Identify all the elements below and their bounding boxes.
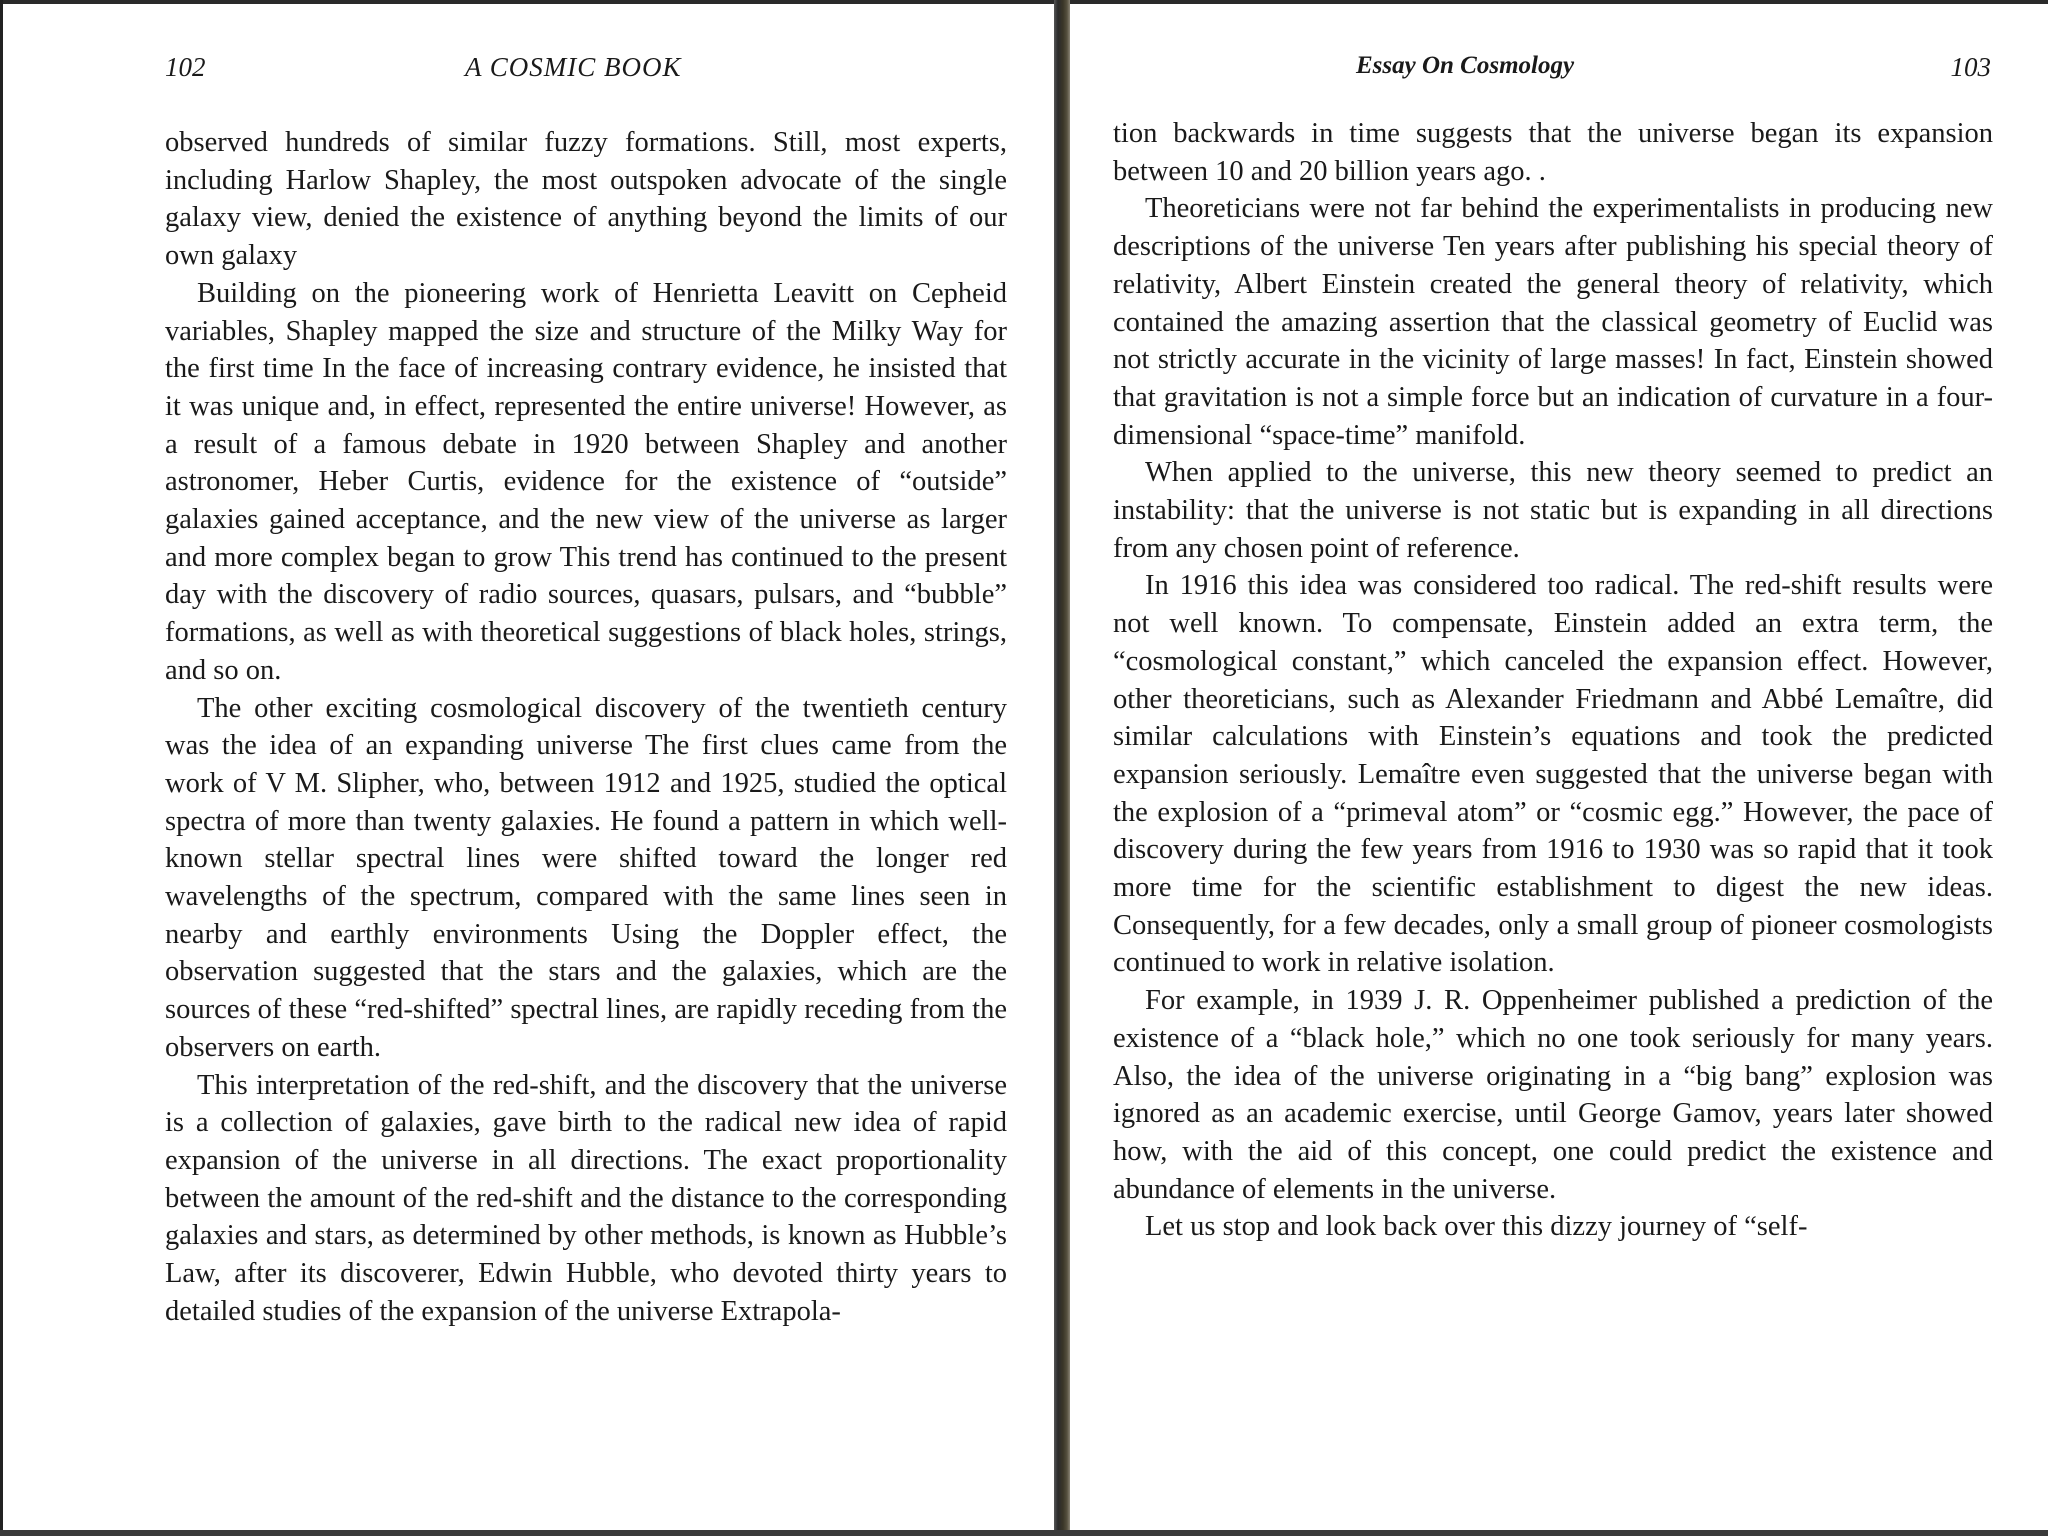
paragraph: When applied to the universe, this new theory seemed to predict an instability: that the universe is not static but is expanding in all directions from any chosen point of reference. (1113, 457, 1993, 564)
page-number: 102 (165, 52, 206, 82)
paragraph: Building on the pioneering work of Henrietta Leavitt on Cepheid variables, Shapley mapped the size and structure of the Milky Way for the first time In the face of increasing contrary evidence, he insisted that it was unique and, in effect, represented the entire universe! However, as a result of a famous debate in 1920 between Shapley and another astronomer, Heber Curtis, evidence for the existence of “outside” galaxies gained acceptance, and the new view of the universe as larger and more complex began to grow This trend has continued to the present day with the discovery of radio sources, quasars, pulsars, and “bubble” formations, as well as with theoretical suggestions of black holes, strings, and so on. (165, 277, 1007, 686)
running-head-title: Essay On Cosmology (1356, 52, 1575, 79)
right-page (1070, 0, 2048, 1536)
paragraph: tion backwards in time suggests that the universe began its expansion between 10 and 20 billion years ago. . (1113, 118, 1993, 187)
paragraph: observed hundreds of similar fuzzy formations. Still, most experts, including Harlow Shapley, the most outspoken advocate of the single galaxy view, denied the existence of anything beyond the limits of our own galaxy (165, 127, 1007, 272)
page-number: 103 (1950, 52, 1991, 82)
paragraph: This interpretation of the red-shift, and the discovery that the universe is a collection of galaxies, gave birth to the radical new idea of rapid expansion of the universe in all directions. The exact proportionality between the amount of the red-shift and the distance to the corresponding galaxies and stars, as determined by other methods, is known as Hubble’s Law, after its discoverer, Edwin Hubble, who devoted thirty years to detailed studies of the expansion of the universe Extrapola- (165, 1069, 1007, 1327)
right-body-text (1113, 115, 1993, 1246)
paragraph: For example, in 1939 J. R. Oppenheimer published a prediction of the existence of a “black hole,” which no one took seriously for many years. Also, the idea of the universe originating in a “big bang” explosion was ignored as an academic exercise, until George Gamov, years later showed how, with the aid of this concept, one could predict the existence and abundance of elements in the universe. (1113, 985, 1993, 1205)
paragraph: Let us stop and look back over this dizzy journey of “self- (1145, 1211, 1808, 1243)
right-running-head (1113, 52, 1991, 88)
left-body-text (165, 124, 1007, 1331)
book-gutter (1054, 0, 1070, 1536)
running-head-title: A COSMIC BOOK (465, 52, 682, 82)
left-running-head (165, 52, 1007, 88)
paragraph: The other exciting cosmological discovery of the twentieth century was the idea of an expanding universe The first clues came from the work of V M. Slipher, who, between 1912 and 1925, studied the optical spectra of more than twenty galaxies. He found a pattern in which well-known stellar spectral lines were shifted toward the longer red wavelengths of the spectrum, compared with the same lines seen in nearby and earthly environments Using the Doppler effect, the observation suggested that the stars and the galaxies, which are the sources of these “red-shifted” spectral lines, are rapidly receding from the observers on earth. (165, 692, 1007, 1063)
paragraph: In 1916 this idea was considered too radical. The red-shift results were not well known. To compensate, Einstein added an extra term, the “cosmological constant,” which canceled the expansion effect. However, other theoreticians, such as Alexander Friedmann and Abbé Lemaître, did similar calculations with Einstein’s equations and took the predicted expansion seriously. Lemaître even suggested that the universe began with the explosion of a “primeval atom” or “cosmic egg.” However, the pace of discovery during the few years from 1916 to 1930 was so rapid that it took more time for the scientific establishment to digest the new ideas. Consequently, for a few decades, only a small group of pioneer cosmologists continued to work in relative isolation. (1113, 570, 1993, 979)
scan-bottom-edge (0, 1530, 2048, 1536)
paragraph: Theoreticians were not far behind the experimentalists in producing new descriptions of the universe Ten years after publishing his special theory of relativity, Albert Einstein created the general theory of relativity, which contained the amazing assertion that the classical geometry of Euclid was not strictly accurate in the vicinity of large masses! In fact, Einstein showed that gravitation is not a simple force but an indication of curvature in a four-dimensional “space-time” manifold. (1113, 193, 1993, 451)
